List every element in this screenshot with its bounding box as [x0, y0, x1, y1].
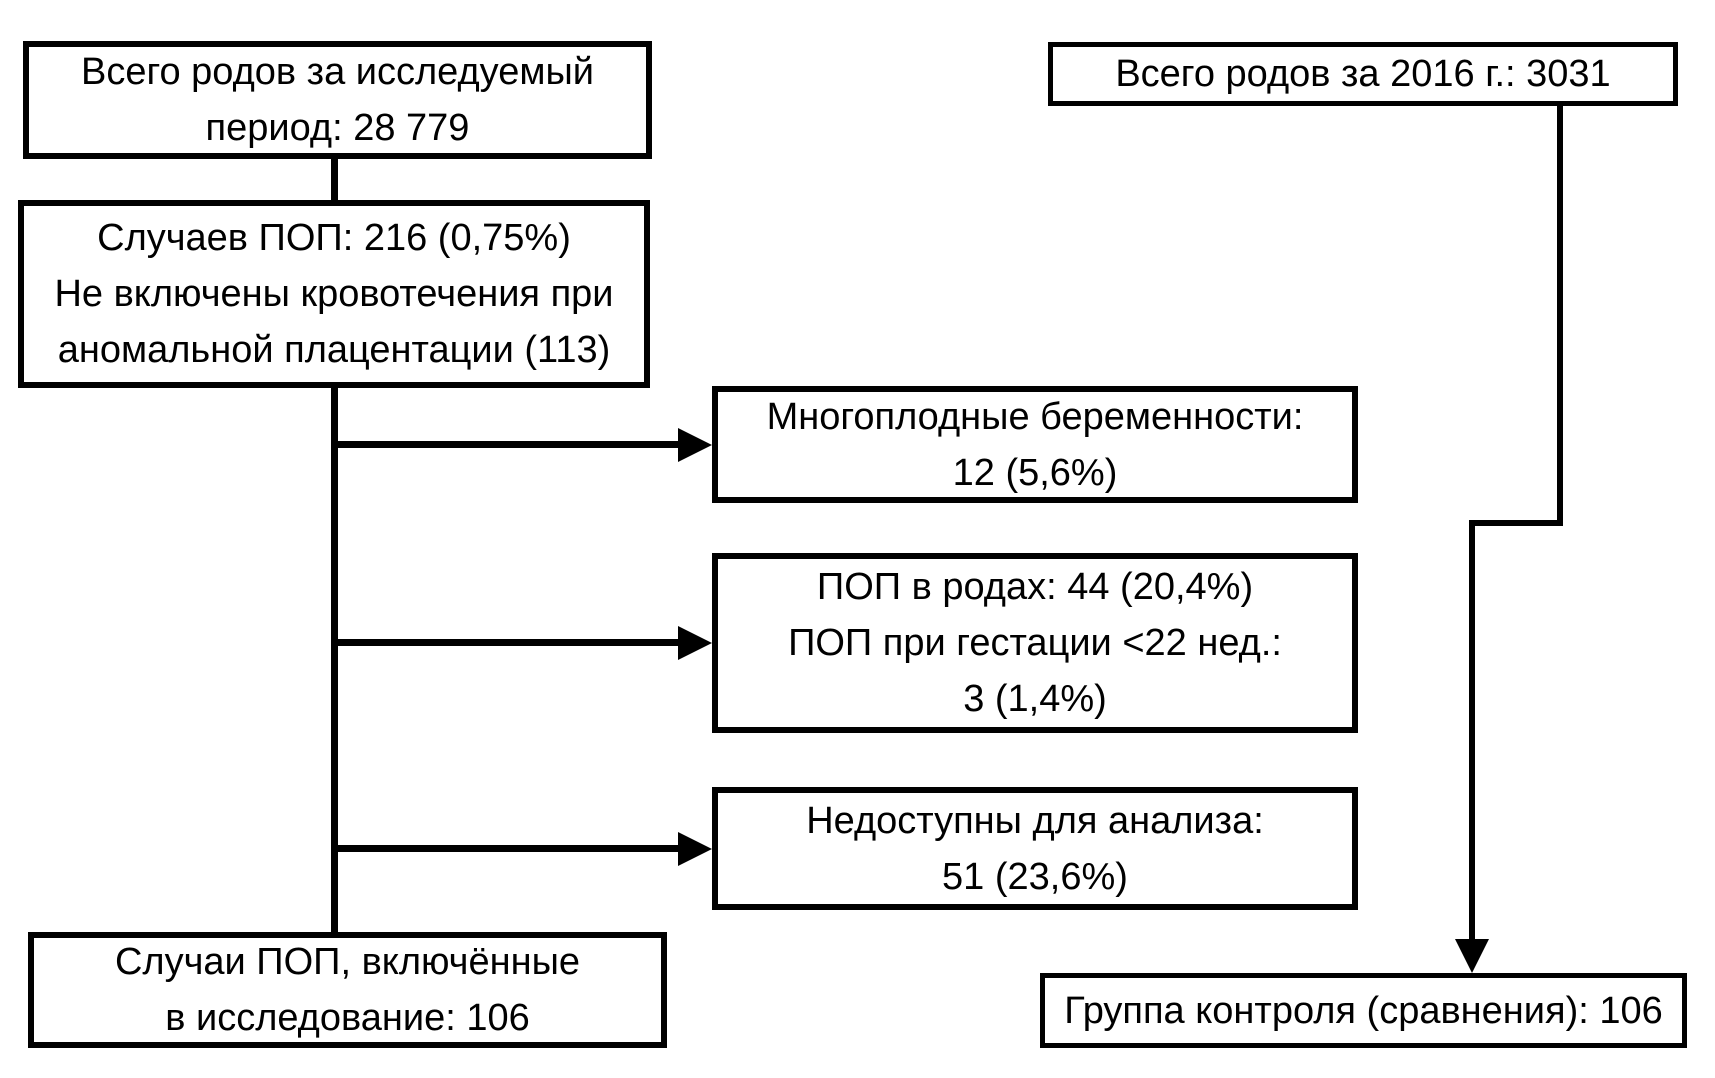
box-text-line: ПОП в родах: 44 (20,4%): [816, 566, 1254, 608]
box-text-line: Группа контроля (сравнения): 106: [1064, 989, 1663, 1032]
box-text-line: Многоплодные беременности:: [766, 395, 1304, 438]
box-included-in-study: [28, 932, 667, 1048]
connector-arrow-unavailable: [334, 845, 680, 852]
box-pop-in-labor: [712, 553, 1358, 733]
box-pop-cases: [18, 200, 650, 388]
box-text-line: Всего родов за исследуемый: [80, 51, 595, 93]
box-text-line: в исследование: 106: [165, 997, 530, 1039]
box-multiple-pregnancies: [712, 386, 1358, 503]
box-unavailable-for-analysis: [712, 787, 1358, 910]
box-text-line: Не включены кровотечения при: [54, 273, 614, 315]
box-control-group: [1040, 973, 1687, 1048]
arrowhead-right-icon: [678, 832, 712, 866]
connector-right-vertical-upper: [1557, 106, 1563, 526]
box-text-line: Случаи ПОП, включённые: [114, 941, 581, 983]
box-text-line: 12 (5,6%): [952, 451, 1118, 494]
connector-arrow-pop-in-labor: [334, 639, 680, 646]
arrowhead-right-icon: [678, 626, 712, 660]
connector-right-vertical-lower: [1469, 520, 1475, 939]
arrowhead-right-icon: [678, 428, 712, 462]
connector-right-step: [1469, 520, 1563, 526]
box-text-line: ПОП при гестации <22 нед.:: [788, 622, 1282, 664]
box-text-line: Недоступны для анализа:: [806, 799, 1264, 842]
box-text-line: 3 (1,4%): [963, 678, 1107, 720]
box-text-line: Всего родов за 2016 г.: 3031: [1115, 53, 1611, 95]
box-total-births-2016: [1048, 42, 1678, 106]
connector-arrow-multiple-pregnancies: [334, 441, 680, 448]
box-text-line: 51 (23,6%): [942, 855, 1128, 898]
box-text-line: аномальной плацентации (113): [57, 329, 611, 371]
arrowhead-down-icon: [1455, 939, 1489, 973]
connector-box1-to-box2: [331, 159, 338, 200]
box-text-line: Случаев ПОП: 216 (0,75%): [97, 217, 571, 259]
box-total-births-period: [23, 41, 652, 159]
box-text-line: период: 28 779: [205, 107, 470, 149]
